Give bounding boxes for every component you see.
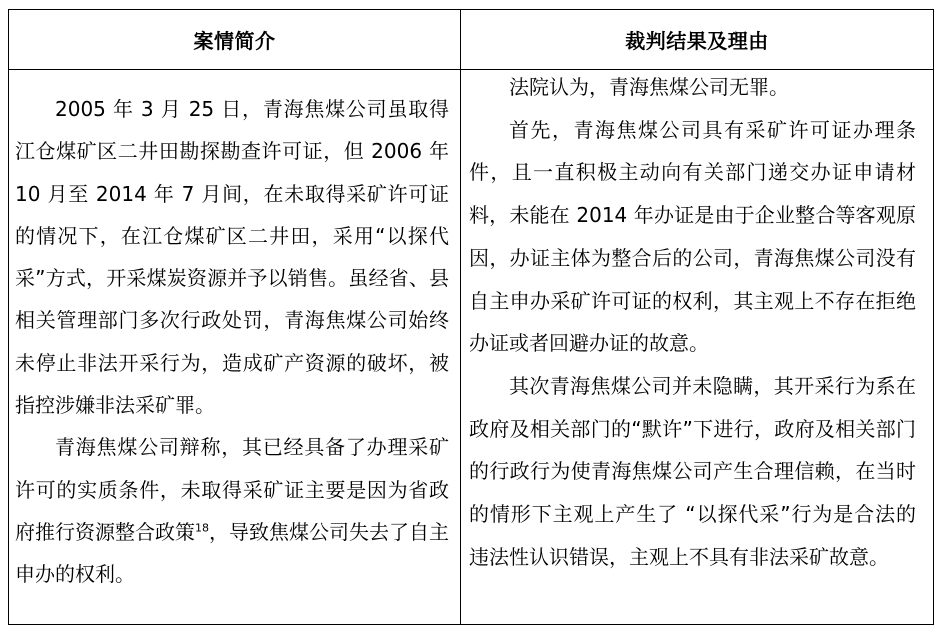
judgment-paragraph-2: 首先，青海焦煤公司具有采矿许可证办理条件，且一直积极主动向有关部门递交办证申请材料，未能在 2014 年办证是由于企业整合等客观原因，办证主体为整合后的公司，青海焦煤公司没有自主申办采矿许可证的权利，其主观上不存在拒绝办证或者回避办证的故意。 <box>469 117 916 356</box>
judgment-paragraph-1: 法院认为，青海焦煤公司无罪。 <box>509 75 789 99</box>
column-divider <box>460 10 461 624</box>
defense-text-end: ，导致焦煤公司失去了自主申办的权利。 <box>15 519 449 587</box>
judgment-cell <box>469 66 916 578</box>
case-summary-paragraph-1: 2005 年 3 月 25 日，青海焦煤公司虽取得江仓煤矿区二井田勘探勘查许可证，但 2006 年 10 月至 2014 年 7 月间，在未取得采矿许可证的情况下，在江仓煤矿区二井田，采用“以探代采”方式，开采煤炭资源并予以销售。虽经省、县相关管理部门多次行政处罚，青海焦煤公司始终未停止非法开采行为，造成矿产资源的破坏，被指控涉嫌非法采矿罪。 <box>15 97 449 418</box>
header-case-summary: 案情简介 <box>193 29 276 53</box>
defense-text: 青海焦煤公司辩称，其已经具备了办理采矿许可的实质条件，未取得采矿证主要是因为省政府推行资源整合政策 <box>15 435 449 544</box>
footnote-marker: 18 <box>195 521 209 535</box>
table-header-row <box>9 10 933 70</box>
case-table <box>8 9 934 625</box>
case-summary-paragraph-2 <box>15 426 449 595</box>
judgment-paragraph-3: 其次青海焦煤公司并未隐瞒，其开采行为系在政府及相关部门的“默许”下进行，政府及相关部门的行政行为使青海焦煤公司产生合理信赖，在当时的情形下主观上产生了 “以探代采”行为是合法的违法性认识错误，主观上不具有非法采矿故意。 <box>469 373 916 569</box>
case-summary-cell <box>15 88 449 596</box>
header-judgment-result: 裁判结果及理由 <box>625 29 769 53</box>
